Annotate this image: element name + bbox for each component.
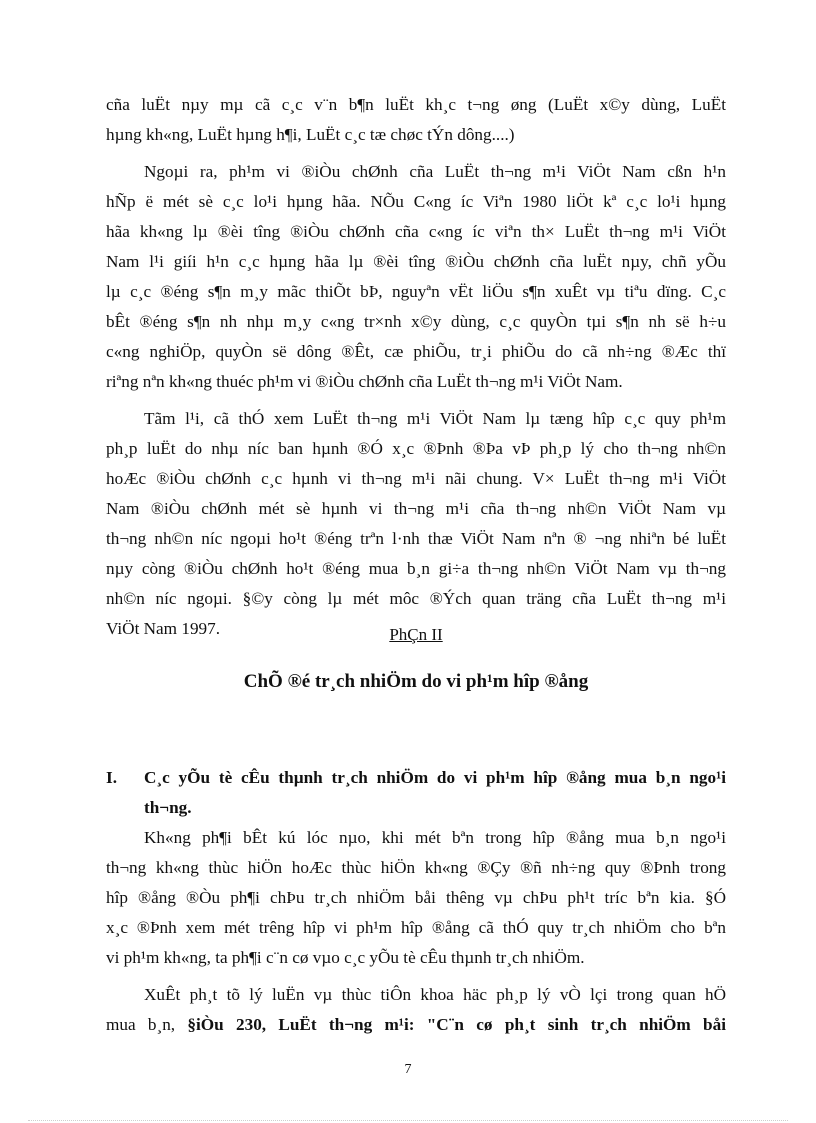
text-line: x¸c ®Þnh xem mét trêng hîp vi ph¹m hîp ®ång cã thÓ quy tr¸ch nhiÖm cho bªn [106, 918, 726, 937]
text-line: nh©n níc ngoµi. §©y còng lµ mét môc ®Ých quan träng cña LuËt th¬ng m¹i [106, 589, 726, 608]
article-citation: §iÒu 230, LuËt th¬ng m¹i: "C¨n cø ph¸t sinh tr¸ch nhiÖm båi [187, 1015, 726, 1034]
section-body [106, 823, 726, 1047]
footer-divider [28, 1120, 788, 1121]
text-line: c«ng nghiÖp, quyÒn së dông ®Êt, cæ phiÕu, tr¸i phiÕu do cã nh÷ng ®Æc thï [106, 342, 726, 361]
text-line: Kh«ng ph¶i bÊt kú lóc nµo, khi mét bªn trong hîp ®ång mua b¸n ngo¹i [144, 828, 726, 847]
paragraph-summary [106, 404, 726, 644]
section-heading [106, 763, 726, 823]
text-line: th¬ng kh«ng thùc hiÖn hoÆc thùc hiÖn kh«ng ®Çy ®ñ nh÷ng quy ®Þnh trong [106, 858, 726, 877]
text-line: bÊt ®éng s¶n nh nhµ m¸y c«ng tr×nh x©y dùng, c¸c quyÒn tµi s¶n nh së h÷u [106, 312, 726, 331]
paragraph-liability [106, 823, 726, 973]
text-line: XuÊt ph¸t tõ lý luËn vµ thùc tiÔn khoa häc ph¸p lý vÒ lçi trong quan hÖ [144, 985, 726, 1004]
text-line: hµng kh«ng, LuËt hµng h¶i, LuËt c¸c tæ chøc tÝn dông....) [106, 125, 515, 144]
paragraph-continuation [106, 90, 726, 150]
section-number: I. [106, 768, 117, 787]
text-line: Tãm l¹i, cã thÓ xem LuËt th¬ng m¹i ViÖt Nam lµ tæng hîp c¸c quy ph¹m [144, 409, 726, 428]
text-line: hÑp ë mét sè c¸c lo¹i hµng hãa. NÕu C«ng íc Viªn 1980 liÖt kª c¸c lo¹i hµng [106, 192, 726, 211]
paragraph-scope [106, 157, 726, 397]
text-line: ph¸p luËt do nhµ níc ban hµnh ®Ó x¸c ®Þnh ®Þa vÞ ph¸p lý cho th¬ng nh©n [106, 439, 726, 458]
text-line: riªng nªn kh«ng thuéc ph¹m vi ®iÒu chØnh cña LuËt th¬ng m¹i ViÖt Nam. [106, 372, 623, 391]
text-line: hîp ®ång ®Òu ph¶i chÞu tr¸ch nhiÖm båi thêng vµ chÞu ph¹t tríc bªn kia. §Ó [106, 888, 726, 907]
text-line: Ngoµi ra, ph¹m vi ®iÒu chØnh cña LuËt th¬ng m¹i ViÖt Nam cßn h¹n [144, 162, 726, 181]
text-line: Nam l¹i giíi h¹n c¸c hµng hãa lµ ®èi tîng ®iÒu chØnh cña luËt nµy, chñ yÕu [106, 252, 726, 271]
section-title-line: th¬ng. [144, 798, 192, 817]
paragraph-article-230 [106, 980, 726, 1040]
text-line: Nam ®iÒu chØnh mét sè hµnh vi th¬ng m¹i cña th¬ng nh©n ViÖt Nam vµ [106, 499, 726, 518]
section-title-line: C¸c yÕu tè cÊu thµnh tr¸ch nhiÖm do vi ph¹m hîp ®ång mua b¸n ngo¹i [144, 768, 726, 787]
text-run: mua b¸n, [106, 1015, 188, 1034]
text-line: hãa kh«ng lµ ®èi tîng ®iÒu chØnh cña c«ng íc viªn th× LuËt th¬ng m¹i ViÖt [106, 222, 726, 241]
text-line: ViÖt Nam 1997. [106, 619, 221, 638]
page-number: 7 [404, 1062, 412, 1077]
text-line: lµ c¸c ®éng s¶n m¸y mãc thiÕt bÞ, nguyªn vËt liÖu s¶n xuÊt vµ tiªu dïng. C¸c [106, 282, 726, 301]
section-title [144, 763, 726, 823]
text-line: cña luËt nµy mµ cã c¸c v¨n b¶n luËt kh¸c t¬ng øng (LuËt x©y dùng, LuËt [106, 95, 726, 114]
text-line: vi ph¹m kh«ng, ta ph¶i c¨n cø vµo c¸c yÕu tè cÊu thµnh tr¸ch nhiÖm. [106, 948, 585, 967]
part-label: PhÇn II [389, 625, 443, 644]
text-line: nµy còng ®iÒu chØnh ho¹t ®éng mua b¸n gi÷a th¬ng nh©n ViÖt Nam vµ th¬ng [106, 559, 726, 578]
text-line [106, 1010, 726, 1040]
chapter-title: ChÕ ®é tr¸ch nhiÖm do vi ph¹m hîp ®ång [243, 671, 589, 692]
text-line: th¬ng nh©n níc ngoµi ho¹t ®éng trªn l·nh thæ ViÖt Nam nªn ® ¬ng nhiªn bé luËt [106, 529, 726, 548]
text-line: hoÆc ®iÒu chØnh c¸c hµnh vi th¬ng m¹i nãi chung. V× LuËt th¬ng m¹i ViÖt [106, 469, 726, 488]
document-page [106, 90, 726, 1034]
